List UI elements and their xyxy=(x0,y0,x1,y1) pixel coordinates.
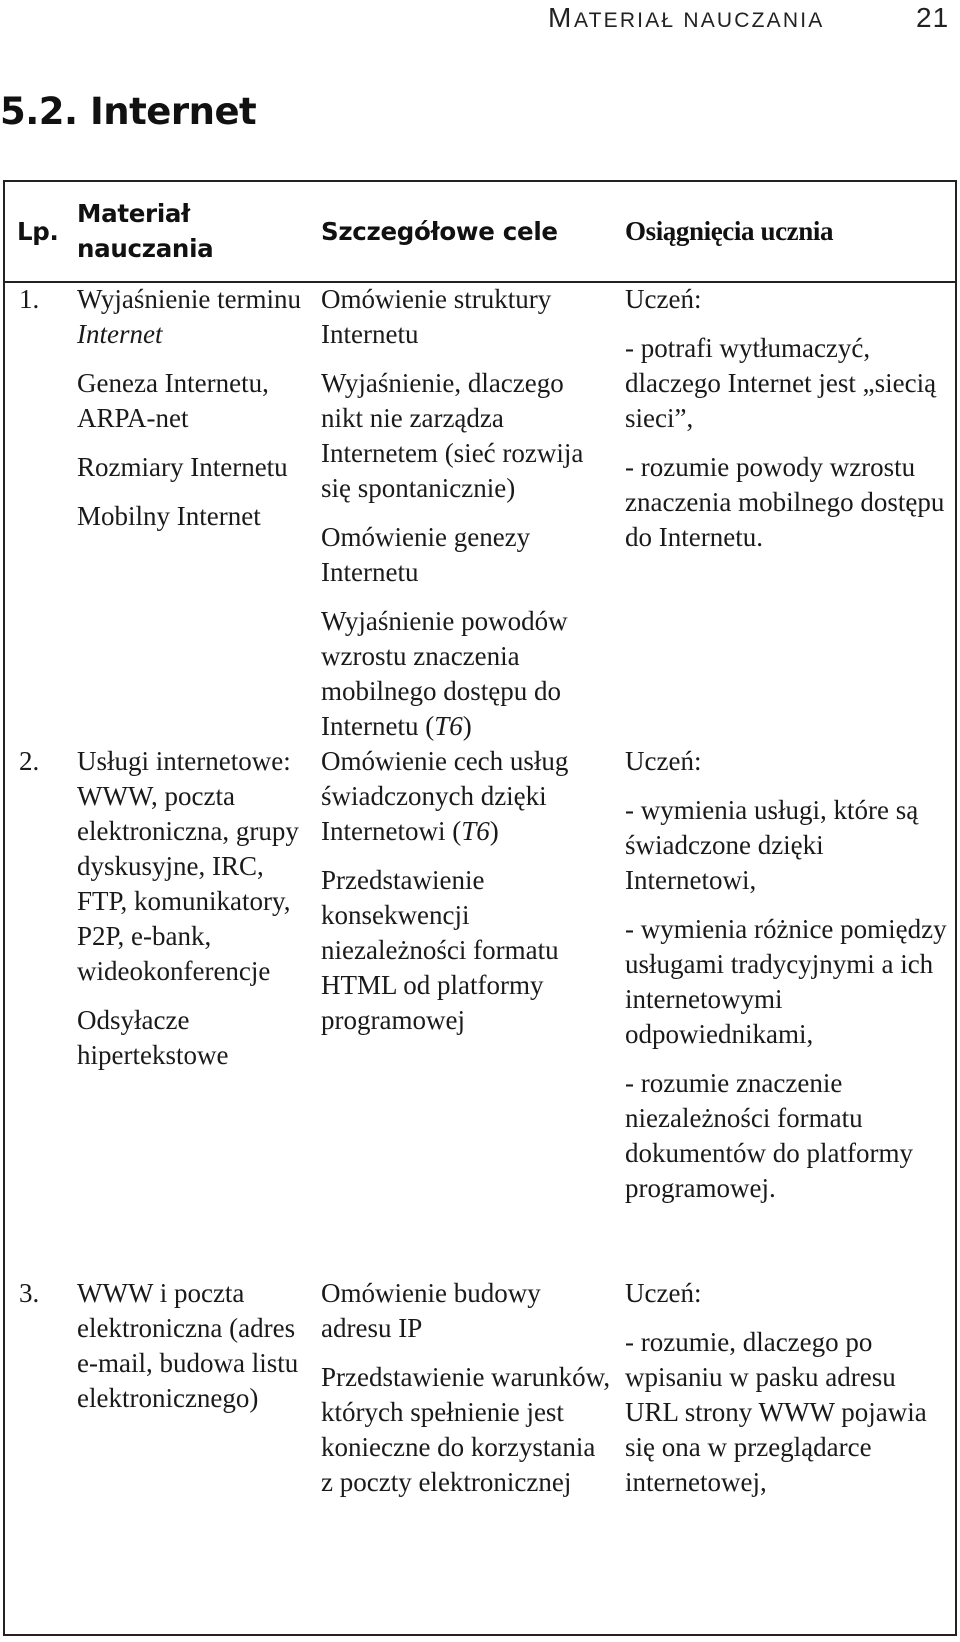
header-material-line1: Materiał xyxy=(77,199,190,228)
row2-material xyxy=(77,744,305,1087)
row1-material xyxy=(77,282,305,548)
row3-material xyxy=(77,1276,305,1430)
material-item: WWW i poczta elektroniczna (adres e-mail, budowa listu elektronicznego) xyxy=(77,1278,299,1413)
row2-osiagniecia xyxy=(625,744,955,1220)
osiagniecia-item: - rozumie znaczenie niezależności formatu dokumentów do platformy programowej. xyxy=(625,1068,913,1203)
osiagniecia-item: - potrafi wytłumaczyć, dlaczego Internet jest „siecią sieci”, xyxy=(625,333,937,433)
header-material xyxy=(77,196,297,266)
section-title: 5.2. Internet xyxy=(0,90,257,133)
cele-item: Omówienie cech usług świadczonych dzięki Internetowi (T6) xyxy=(321,746,569,846)
osiagniecia-intro: Uczeń: xyxy=(625,1278,702,1308)
header-material-line2: nauczania xyxy=(77,234,214,263)
table-header-row xyxy=(5,182,955,283)
osiagniecia-item: - rozumie powody wzrostu znaczenia mobilnego dostępu do Internetu. xyxy=(625,452,945,552)
curriculum-table xyxy=(3,180,957,1636)
cele-item: Wyjaśnienie powodów wzrostu znaczenia mobilnego dostępu do Internetu (T6) xyxy=(321,606,568,741)
row3-cele xyxy=(321,1276,611,1514)
osiagniecia-item: - wymienia usługi, które są świadczone dzięki Internetowi, xyxy=(625,795,919,895)
osiagniecia-item: - wymienia różnice pomiędzy usługami tradycyjnymi a ich internetowymi odpowiednikami, xyxy=(625,914,947,1049)
page-number: 21 xyxy=(916,2,950,33)
material-item: Usługi internetowe: WWW, poczta elektroniczna, grupy dyskusyjne, IRC, FTP, komunikatory, P2P, e-bank, wideokonferencje xyxy=(77,746,299,986)
cele-item: Omówienie genezy Internetu xyxy=(321,522,531,587)
osiagniecia-item: - rozumie, dlaczego po wpisaniu w pasku adresu URL strony WWW pojawia się ona w przeglądarce internetowej, xyxy=(625,1327,927,1497)
row1-cele xyxy=(321,282,611,758)
cele-item: Przedstawienie konsekwencji niezależności formatu HTML od platformy programowej xyxy=(321,865,559,1035)
header-osiagniecia: Osiągnięcia ucznia xyxy=(625,216,834,246)
row1-osiagniecia xyxy=(625,282,955,569)
row2-cele xyxy=(321,744,611,1052)
row3-lp: 3. xyxy=(19,1278,40,1308)
cele-item: Omówienie struktury Internetu xyxy=(321,284,552,349)
material-item: Odsyłacze hipertekstowe xyxy=(77,1005,229,1070)
row1-lp: 1. xyxy=(19,284,40,314)
header-cele: Szczegółowe cele xyxy=(321,217,558,246)
cele-item: Wyjaśnienie, dlaczego nikt nie zarządza Internetem (sieć rozwija się spontanicznie) xyxy=(321,368,584,503)
row2-lp: 2. xyxy=(19,746,40,776)
material-item: Geneza Internetu, ARPA-net xyxy=(77,368,269,433)
running-header xyxy=(0,0,960,40)
material-item: Mobilny Internet xyxy=(77,501,261,531)
osiagniecia-intro: Uczeń: xyxy=(625,284,702,314)
material-item: Rozmiary Internetu xyxy=(77,452,288,482)
material-item: Wyjaśnienie terminu Internet xyxy=(77,284,302,349)
header-lp: Lp. xyxy=(17,217,59,246)
osiagniecia-intro: Uczeń: xyxy=(625,746,702,776)
row3-osiagniecia xyxy=(625,1276,955,1514)
cele-item: Omówienie budowy adresu IP xyxy=(321,1278,541,1343)
running-header-title: MATERIAŁ NAUCZANIA xyxy=(548,2,825,33)
cele-item: Przedstawienie warunków, których spełnienie jest konieczne do korzystania z poczty elektronicznej xyxy=(321,1362,611,1497)
